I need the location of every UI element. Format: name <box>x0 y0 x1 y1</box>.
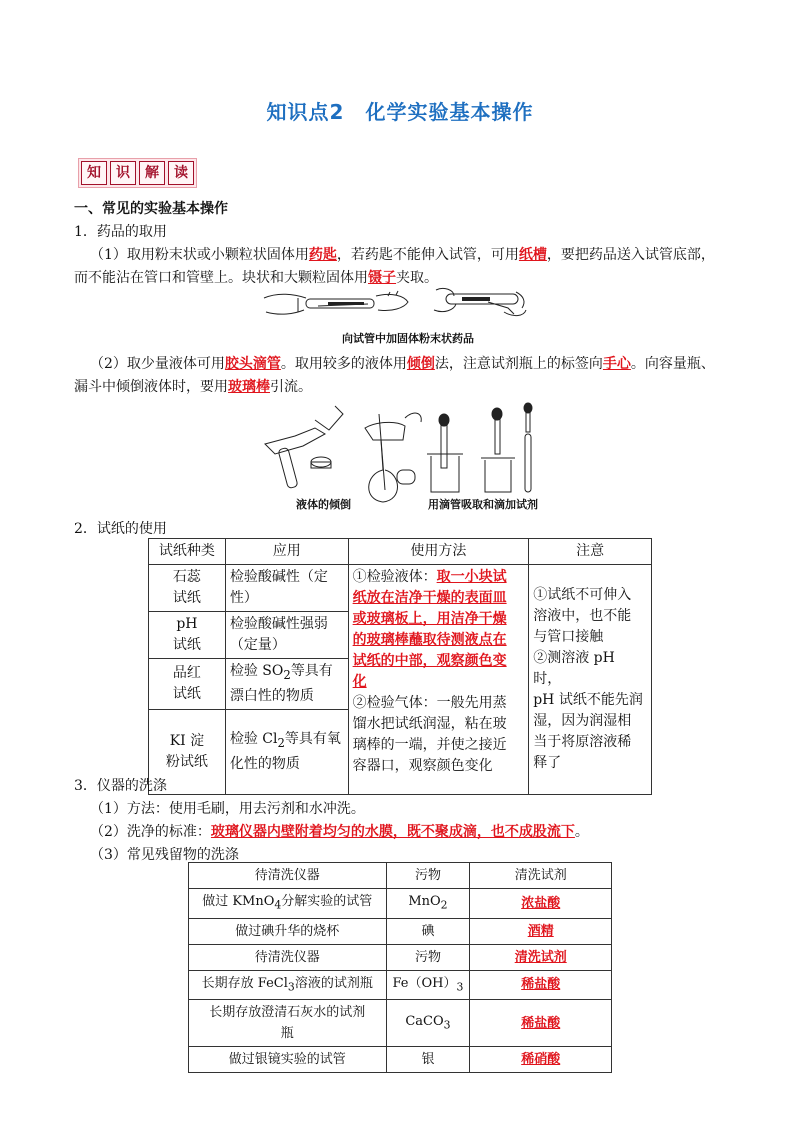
section-badge <box>78 158 197 188</box>
paragraph-line: （2）取少量液体可用胶头滴管。取用较多的液体用倾倒法，注意试剂瓶上的标签向手心。向容量瓶、 <box>90 356 715 372</box>
table-row <box>149 565 652 612</box>
test-paper-table <box>148 538 652 795</box>
table-header-row <box>189 863 612 889</box>
subheading: 2．试纸的使用 <box>74 521 167 537</box>
paragraph-line: 而不能沾在管口和管壁上。块状和大颗粒固体用镊子夹取。 <box>74 270 438 286</box>
cleaning-table <box>188 862 612 1073</box>
page-title: 知识点2 化学实验基本操作 <box>266 100 534 124</box>
table-cell: $Fe(OH)_3$ <box>386 970 470 1000</box>
badge-char: 读 <box>168 161 194 185</box>
table-header: 清洗试剂 <box>470 863 612 889</box>
table-cell: 待清洗仪器 <box>189 944 387 970</box>
section-heading: 一、常见的实验基本操作 <box>74 201 228 217</box>
table-row <box>189 1047 612 1073</box>
table-header: 注意 <box>529 539 652 565</box>
notes-cell: ①试纸不可伸入 溶液中，也不能 与管口接触 ②测溶液 pH 时， pH 试纸不能先润 湿，因为润湿相 当于将原溶液稀 释了 <box>529 565 652 795</box>
figure-caption: 向试管中加固体粉末状药品 <box>342 332 474 345</box>
table-cell: 做过碘升华的烧杯 <box>189 918 387 944</box>
figure-caption: 用滴管吸取和滴加试剂 <box>428 498 538 511</box>
table-header: 应用 <box>225 539 348 565</box>
badge-char: 知 <box>81 161 107 185</box>
subheading: 3．仪器的洗涤 <box>74 778 167 794</box>
table-cell: 长期存放 FeCl$_3$溶液的试剂瓶 <box>189 970 387 1000</box>
table-cell: 做过 KMnO$_4$分解实验的试管 <box>189 889 387 919</box>
table-cell: CaCO$_3$ <box>386 1000 470 1047</box>
table-row <box>189 970 612 1000</box>
table-header: 试纸种类 <box>149 539 226 565</box>
figure-caption: 液体的倾倒 <box>296 498 351 511</box>
table-cell: 长期存放澄清石灰水的试剂 瓶 <box>189 1000 387 1047</box>
table-row <box>189 1000 612 1047</box>
table-header: 使用方法 <box>348 539 529 565</box>
table-cell: 石蕊 试纸 <box>149 565 226 612</box>
paragraph-line: （1）取用粉末状或小颗粒状固体用药匙，若药匙不能伸入试管，可用纸槽，要把药品送入试管底部， <box>90 247 715 263</box>
badge-char: 识 <box>110 161 136 185</box>
method-cell: ①检验液体：取一小块试 纸放在洁净干燥的表面皿 或玻璃板上，用洁净干燥 的玻璃棒蘸取待测液点在 试纸的中部，观察颜色变 化 ②检验气体：一般先用蒸 馏水把试纸润湿，粘在玻 璃棒的一端，并使之接近 容器口，观察颜色变化 <box>348 565 529 795</box>
table-cell: 检验 $Cl_2$等具有氧 化性的物质 <box>225 709 348 794</box>
paragraph-line: （1）方法：使用毛刷，用去污剂和水冲洗。 <box>90 801 365 817</box>
table-cell: 酒精 <box>470 918 612 944</box>
table-row <box>189 944 612 970</box>
table-cell: 稀盐酸 <box>470 1000 612 1047</box>
table-cell: 稀盐酸 <box>470 970 612 1000</box>
table-cell: 品红 试纸 <box>149 659 226 710</box>
table-row <box>189 918 612 944</box>
table-cell: 清洗试剂 <box>470 944 612 970</box>
liquid-illustration <box>255 400 545 510</box>
table-cell: pH 试纸 <box>149 612 226 659</box>
subheading: 1．药品的取用 <box>74 224 167 240</box>
table-cell: 检验酸碱性强弱 （定量） <box>225 612 348 659</box>
paragraph-line: 漏斗中倾倒液体时，要用玻璃棒引流。 <box>74 379 312 395</box>
table-cell: 污物 <box>386 944 470 970</box>
table-cell: 做过银镜实验的试管 <box>189 1047 387 1073</box>
table-cell: 检验酸碱性（定 性） <box>225 565 348 612</box>
table-cell: 银 <box>386 1047 470 1073</box>
paragraph-line: （3）常见残留物的洗涤 <box>90 847 239 863</box>
powder-illustration <box>258 284 528 328</box>
table-cell: MnO$_2$ <box>386 889 470 919</box>
table-cell: 检验 $SO_2$等具有 漂白性的物质 <box>225 659 348 710</box>
table-cell: 稀硝酸 <box>470 1047 612 1073</box>
table-row <box>189 889 612 919</box>
table-header-row <box>149 539 652 565</box>
badge-char: 解 <box>139 161 165 185</box>
table-cell: 浓盐酸 <box>470 889 612 919</box>
paragraph-line: （2）洗净的标准：玻璃仪器内壁附着均匀的水膜，既不聚成滴，也不成股流下。 <box>90 824 589 840</box>
table-header: 污物 <box>386 863 470 889</box>
table-cell: KI 淀 粉试纸 <box>149 709 226 794</box>
table-header: 待清洗仪器 <box>189 863 387 889</box>
table-cell: 碘 <box>386 918 470 944</box>
